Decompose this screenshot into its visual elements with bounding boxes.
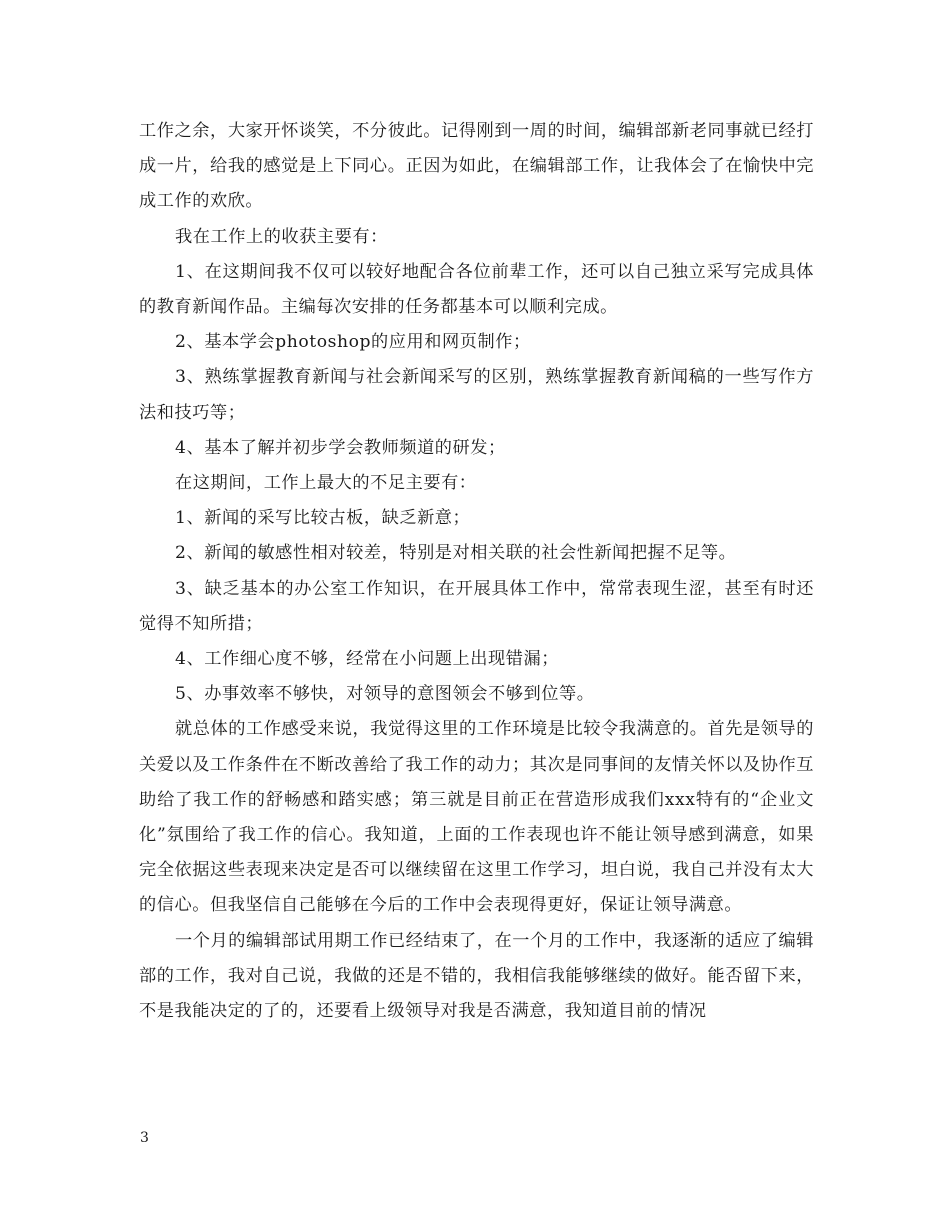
paragraph-shortcoming-4: 4、工作细心度不够，经常在小问题上出现错漏； [175, 649, 559, 670]
paragraph-gain-1: 1、在这期间我不仅可以较好地配合各位前辈工作，还可以自己独立采写完成具体的教育新闻作品。主编每次安排的任务都基本可以顺利完成。 [139, 261, 814, 318]
paragraph-gain-3: 3、熟练掌握教育新闻与社会新闻采写的区别，熟练掌握教育新闻稿的一些写作方法和技巧等； [139, 367, 814, 423]
document-body [139, 114, 814, 1029]
paragraph-gain-2: 2、基本学会photoshop的应用和网页制作； [175, 332, 531, 353]
paragraph-probation-summary: 一个月的编辑部试用期工作已经结束了，在一个月的工作中，我逐渐的适应了编辑部的工作，我对自己说，我做的还是不错的，我相信我能够继续的做好。能否留下来，不是我能决定的了的，还要看上级领导对我是否满意，我知道目前的情况 [139, 930, 814, 1022]
paragraph-gains-heading: 我在工作上的收获主要有： [175, 226, 388, 247]
paragraph-shortcoming-1: 1、新闻的采写比较古板，缺乏新意； [175, 508, 471, 529]
paragraph-continued-intro: 工作之余，大家开怀谈笑，不分彼此。记得刚到一周的时间，编辑部新老同事就已经打成一片，给我的感觉是上下同心。正因为如此，在编辑部工作，让我体会了在愉快中完成工作的欢欣。 [139, 121, 814, 212]
page-number: 3 [140, 1130, 149, 1146]
paragraph-gain-4: 4、基本了解并初步学会教师频道的研发； [175, 437, 506, 458]
paragraph-overall-feeling: 就总体的工作感受来说，我觉得这里的工作环境是比较令我满意的。首先是领导的关爱以及工作条件在不断改善给了我工作的动力；其次是同事间的友情关怀以及协作互助给了我工作的舒畅感和踏实感；第三就是目前正在营造形成我们xxx特有的“企业文化”氛围给了我工作的信心。我知道，上面的工作表现也许不能让领导感到满意，如果完全依据这些表现来决定是否可以继续留在这里工作学习，坦白说，我自己并没有太大的信心。但我坚信自己能够在今后的工作中会表现得更好，保证让领导满意。 [139, 719, 814, 916]
paragraph-shortcoming-3: 3、缺乏基本的办公室工作知识，在开展具体工作中，常常表现生涩，甚至有时还觉得不知所措； [139, 578, 814, 634]
paragraph-shortcoming-2: 2、新闻的敏感性相对较差，特别是对相关联的社会性新闻把握不足等。 [175, 543, 737, 564]
paragraph-shortcoming-5: 5、办事效率不够快，对领导的意图领会不够到位等。 [175, 684, 595, 705]
paragraph-shortcomings-heading: 在这期间，工作上最大的不足主要有： [175, 473, 477, 494]
